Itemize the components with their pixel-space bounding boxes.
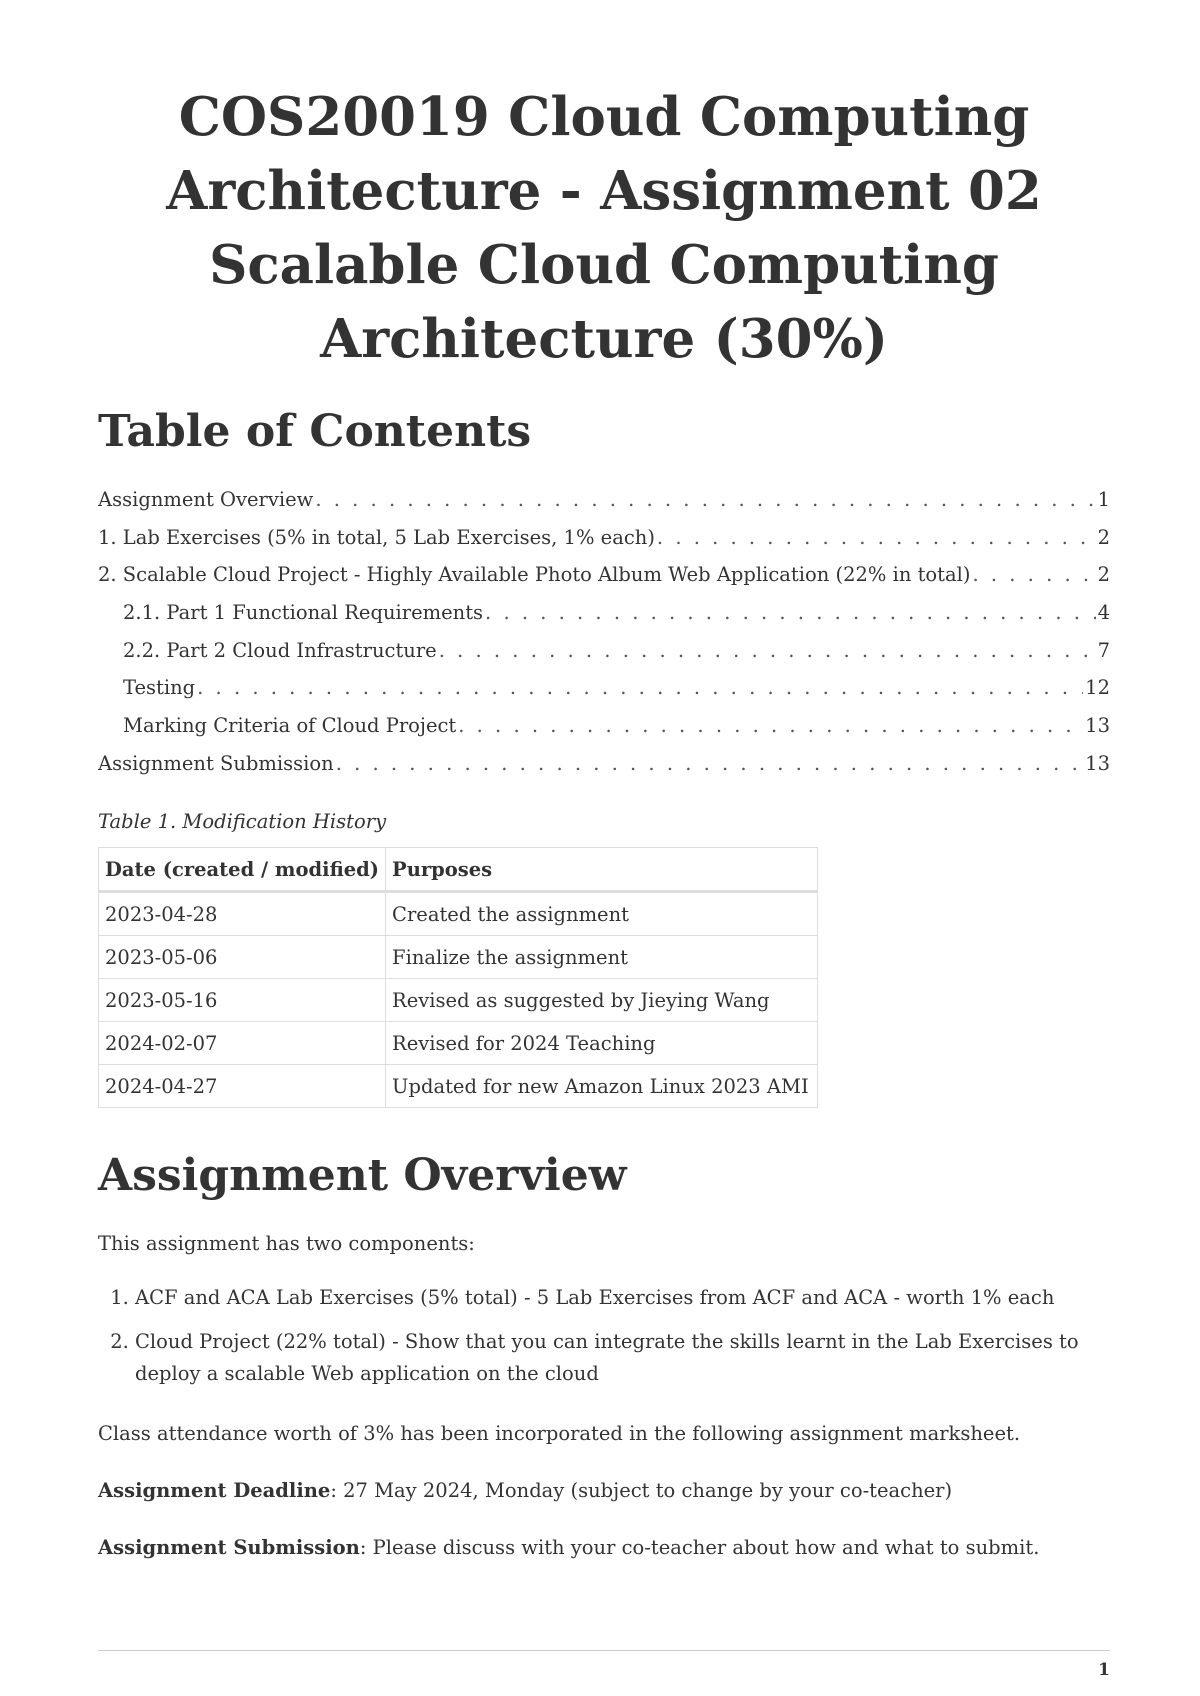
footer-divider [98, 1650, 1110, 1651]
toc-entry-label[interactable]: 2.2. Part 2 Cloud Infrastructure [123, 638, 437, 662]
toc-leader-dots [485, 601, 1096, 624]
toc-entry-assignment-submission[interactable] [98, 752, 1110, 790]
toc-leader-dots [439, 639, 1096, 662]
toc-entry-label[interactable]: 2.1. Part 1 Functional Requirements [123, 601, 484, 625]
date-cell: 2024-02-07 [99, 1022, 386, 1065]
toc-leader-dots [197, 676, 1083, 699]
deadline-text: : 27 May 2024, Monday (subject to change by your co-teacher) [330, 1479, 953, 1502]
components-list [98, 1282, 1147, 1402]
toc-entry-label[interactable]: Assignment Submission [98, 751, 334, 775]
toc-leader-dots [315, 488, 1095, 511]
toc-entry-label[interactable]: Assignment Overview [98, 488, 314, 511]
date-cell: 2023-05-16 [99, 979, 386, 1022]
toc-entry-page[interactable]: 12 [1085, 676, 1110, 700]
purpose-cell: Updated for new Amazon Linux 2023 AMI [386, 1065, 818, 1108]
column-header-date: Date (created / modified) [99, 848, 386, 892]
toc-entry-cloud-infrastructure[interactable] [98, 639, 1110, 677]
attendance-note: Class attendance worth of 3% has been incorporated in the following assignment marksheet. [98, 1422, 1021, 1445]
document-title [98, 80, 1110, 376]
purpose-cell: Revised for 2024 Teaching [386, 1022, 818, 1065]
toc-leader-dots [972, 563, 1095, 586]
title-line-2: Architecture - Assignment 02 [166, 160, 1042, 222]
table-row [99, 1065, 818, 1108]
toc-entry-label[interactable]: Testing [123, 676, 196, 700]
date-cell: 2023-04-28 [99, 892, 386, 936]
deadline-label: Assignment Deadline [98, 1479, 331, 1502]
date-cell: 2024-04-27 [99, 1065, 386, 1108]
toc-entry-page[interactable]: 2 [1097, 525, 1110, 549]
column-header-purposes: Purposes [386, 848, 818, 892]
date-cell: 2023-05-06 [99, 936, 386, 979]
toc-entry-page[interactable]: 13 [1085, 714, 1110, 738]
toc-entry-assignment-overview[interactable] [98, 488, 1110, 526]
toc-entry-label[interactable]: 2. Scalable Cloud Project - Highly Available Photo Album Web Application (22% in total) [98, 563, 971, 587]
table-row [99, 979, 818, 1022]
table-row [99, 1022, 818, 1065]
toc-leader-dots [336, 752, 1083, 775]
document-page [98, 0, 1110, 1696]
toc-entry-page[interactable]: 2 [1097, 563, 1110, 587]
toc-leader-dots [657, 526, 1096, 549]
table-caption: Table 1. Modification History [98, 810, 387, 833]
toc-entry-page[interactable]: 7 [1097, 638, 1110, 662]
table-of-contents [98, 488, 1110, 790]
purpose-cell: Revised as suggested by Jieying Wang [386, 979, 818, 1022]
toc-heading: Table of Contents [98, 406, 532, 457]
modification-history-table [98, 847, 818, 1108]
title-line-3: Scalable Cloud Computing [209, 234, 999, 296]
toc-entry-marking-criteria[interactable] [98, 714, 1110, 752]
submission-paragraph [98, 1532, 1110, 1564]
toc-entry-label[interactable]: Marking Criteria of Cloud Project [123, 714, 457, 738]
toc-entry-functional-requirements[interactable] [98, 601, 1110, 639]
toc-entry-scalable-cloud-project[interactable] [98, 563, 1110, 601]
table-row [99, 892, 818, 936]
toc-entry-page[interactable]: 4 [1097, 601, 1110, 625]
title-line-1: COS20019 Cloud Computing [178, 86, 1030, 148]
list-item: 1. ACF and ACA Lab Exercises (5% total) - 5 Lab Exercises from ACF and ACA - worth 1% each [135, 1282, 1147, 1314]
toc-leader-dots [458, 714, 1083, 737]
page-number: 1 [1098, 1660, 1110, 1680]
table-row [99, 936, 818, 979]
table-header-row [99, 848, 818, 892]
purpose-cell: Created the assignment [386, 892, 818, 936]
toc-entry-page[interactable]: 13 [1085, 751, 1110, 775]
submission-label: Assignment Submission [98, 1536, 360, 1559]
title-line-4: Architecture (30%) [320, 308, 888, 370]
purpose-cell: Finalize the assignment [386, 936, 818, 979]
assignment-overview-heading: Assignment Overview [98, 1150, 627, 1201]
toc-entry-page[interactable]: 1 [1097, 488, 1110, 511]
toc-entry-lab-exercises[interactable] [98, 526, 1110, 564]
deadline-paragraph [98, 1475, 1110, 1507]
list-item: 2. Cloud Project (22% total) - Show that you can integrate the skills learnt in the Lab Exercises to deploy a scalable Web application on the cloud [135, 1326, 1147, 1390]
submission-text: : Please discuss with your co-teacher about how and what to submit. [359, 1536, 1040, 1559]
toc-entry-testing[interactable] [98, 676, 1110, 714]
overview-intro: This assignment has two components: [98, 1232, 475, 1255]
toc-entry-label[interactable]: 1. Lab Exercises (5% in total, 5 Lab Exercises, 1% each) [98, 525, 655, 549]
